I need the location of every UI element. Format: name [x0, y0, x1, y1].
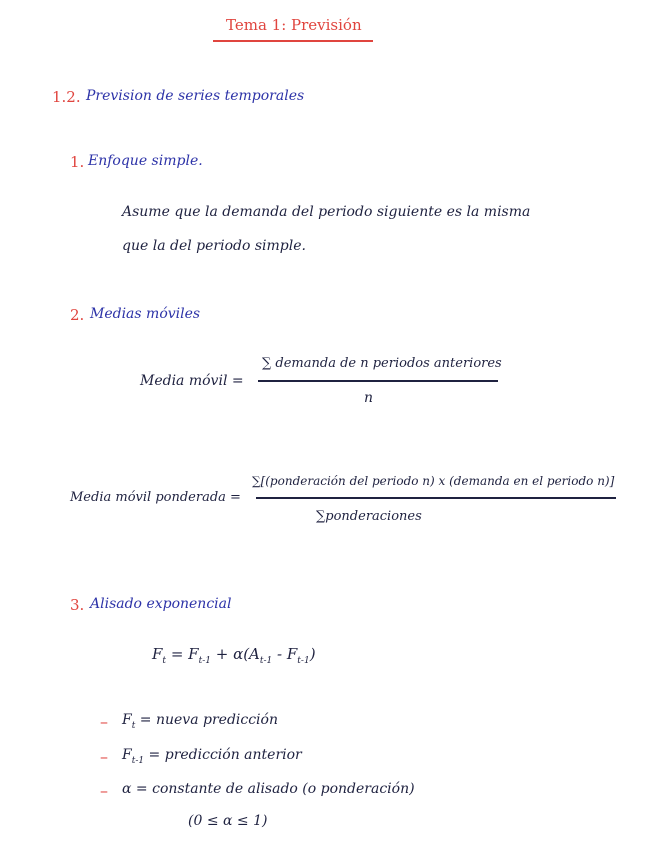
definition-2-text: = predicción anterior [144, 747, 302, 763]
definition-2-bullet: – [100, 747, 108, 766]
formula-f: F [152, 645, 163, 663]
alpha-range: (0 ≤ α ≤ 1) [188, 813, 268, 829]
definition-2-sub: t-1 [131, 755, 145, 766]
weighted-average-denominator: ∑ponderaciones [316, 509, 422, 524]
formula-sub-tm1-a: t-1 [198, 656, 211, 666]
moving-average-fraction-bar [258, 380, 498, 382]
moving-average-label: Media móvil = [140, 373, 244, 389]
formula-sub-t: t [162, 656, 167, 666]
weighted-average-numerator: ∑[(ponderación del periodo n) x (demanda en el periodo n)] [252, 474, 615, 488]
subsection-1-body-line-1: Asume que la demanda del periodo siguiente es la misma [122, 204, 531, 220]
subsection-3-title: Alisado exponencial [90, 596, 232, 612]
definition-2-symbol: F [122, 747, 132, 763]
definition-2 [122, 747, 302, 766]
subsection-3-number: 3. [70, 596, 85, 614]
subsection-1-number: 1. [70, 153, 85, 171]
subsection-2-title: Medias móviles [90, 306, 201, 322]
subsection-2-number: 2. [70, 306, 85, 324]
definition-1-symbol: F [122, 712, 132, 728]
section-number: 1.2. [52, 88, 81, 106]
definition-1-bullet: – [100, 712, 108, 731]
formula-close: ) [309, 645, 316, 663]
moving-average-denominator: n [364, 390, 374, 406]
weighted-average-fraction-bar [256, 497, 616, 499]
subsection-1-title: Enfoque simple. [88, 153, 203, 169]
definition-3 [122, 781, 415, 797]
formula-sub-tm1-c: t-1 [297, 656, 310, 666]
page-title: Tema 1: Previsión [226, 16, 362, 34]
formula-f-prev: F [188, 645, 199, 663]
definition-1-sub: t [131, 720, 136, 731]
definition-1-text: = nueva predicción [135, 712, 278, 728]
title-underline [213, 40, 373, 42]
formula-sub-tm1-b: t-1 [259, 656, 273, 666]
definition-3-bullet: – [100, 781, 108, 800]
formula-alpha-part: + α(A [210, 645, 260, 663]
definition-3-symbol: α [122, 781, 132, 797]
exponential-smoothing-formula [152, 645, 316, 666]
definition-3-text: = constante de alisado (o ponderación) [131, 781, 415, 797]
formula-minus: - F [272, 645, 298, 663]
moving-average-numerator: ∑ demanda de n periodos anteriores [262, 356, 502, 371]
section-title: Prevision de series temporales [86, 88, 305, 104]
formula-eq: = [166, 645, 189, 663]
definition-1 [122, 712, 278, 731]
weighted-average-label: Media móvil ponderada = [70, 490, 241, 505]
subsection-1-body-line-2: que la del periodo simple. [122, 238, 306, 254]
